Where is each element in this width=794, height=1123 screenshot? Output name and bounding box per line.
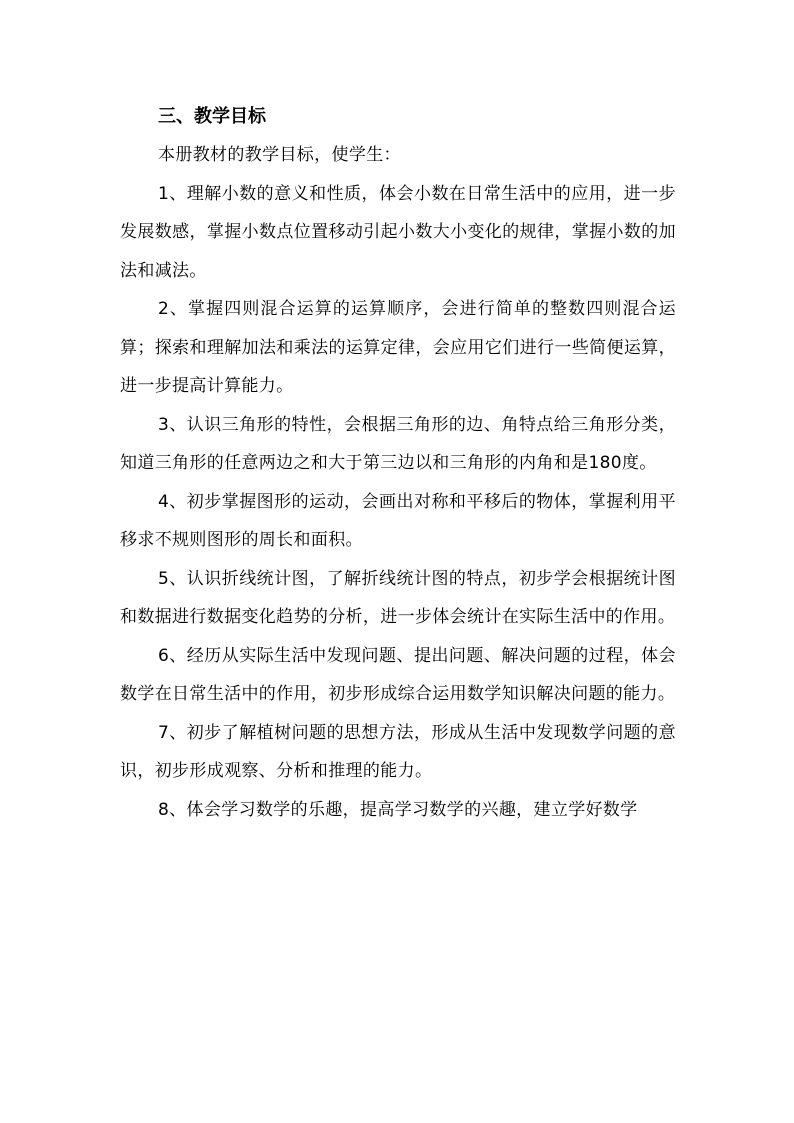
objective-item-8: 8、体会学习数学的乐趣，提高学习数学的兴趣，建立学好数学 — [158, 799, 638, 820]
objective-item-7: 7、初步了解植树问题的思想方法，形成从生活中发现数学问题的意识，初步形成观察、分析和推理的能力。 — [120, 722, 676, 781]
objective-item-4: 4、初步掌握图形的运动，会画出对称和平移后的物体，掌握利用平移求不规则图形的周长和面积。 — [120, 491, 676, 550]
objective-item-3: 3、认识三角形的特性，会根据三角形的边、角特点给三角形分类，知道三角形的任意两边之和大于第三边以和三角形的内角和是180度。 — [120, 414, 676, 473]
objective-item-1: 1、理解小数的意义和性质，体会小数在日常生活中的应用，进一步发展数感，掌握小数点位置移动引起小数大小变化的规律，掌握小数的加法和减法。 — [120, 183, 676, 281]
section-heading: 三、教学目标 — [158, 106, 266, 127]
intro-paragraph: 本册教材的教学目标，使学生： — [158, 145, 401, 165]
document-body — [120, 98, 676, 829]
objective-item-6: 6、经历从实际生活中发现问题、提出问题、解决问题的过程，体会数学在日常生活中的作用，初步形成综合运用数学知识解决问题的能力。 — [120, 645, 676, 704]
objective-item-5: 5、认识折线统计图，了解折线统计图的特点，初步学会根据统计图和数据进行数据变化趋势的分析，进一步体会统计在实际生活中的作用。 — [120, 568, 676, 627]
objective-item-2: 2、掌握四则混合运算的运算顺序，会进行简单的整数四则混合运算；探索和理解加法和乘法的运算定律，会应用它们进行一些简便运算，进一步提高计算能力。 — [120, 299, 676, 396]
